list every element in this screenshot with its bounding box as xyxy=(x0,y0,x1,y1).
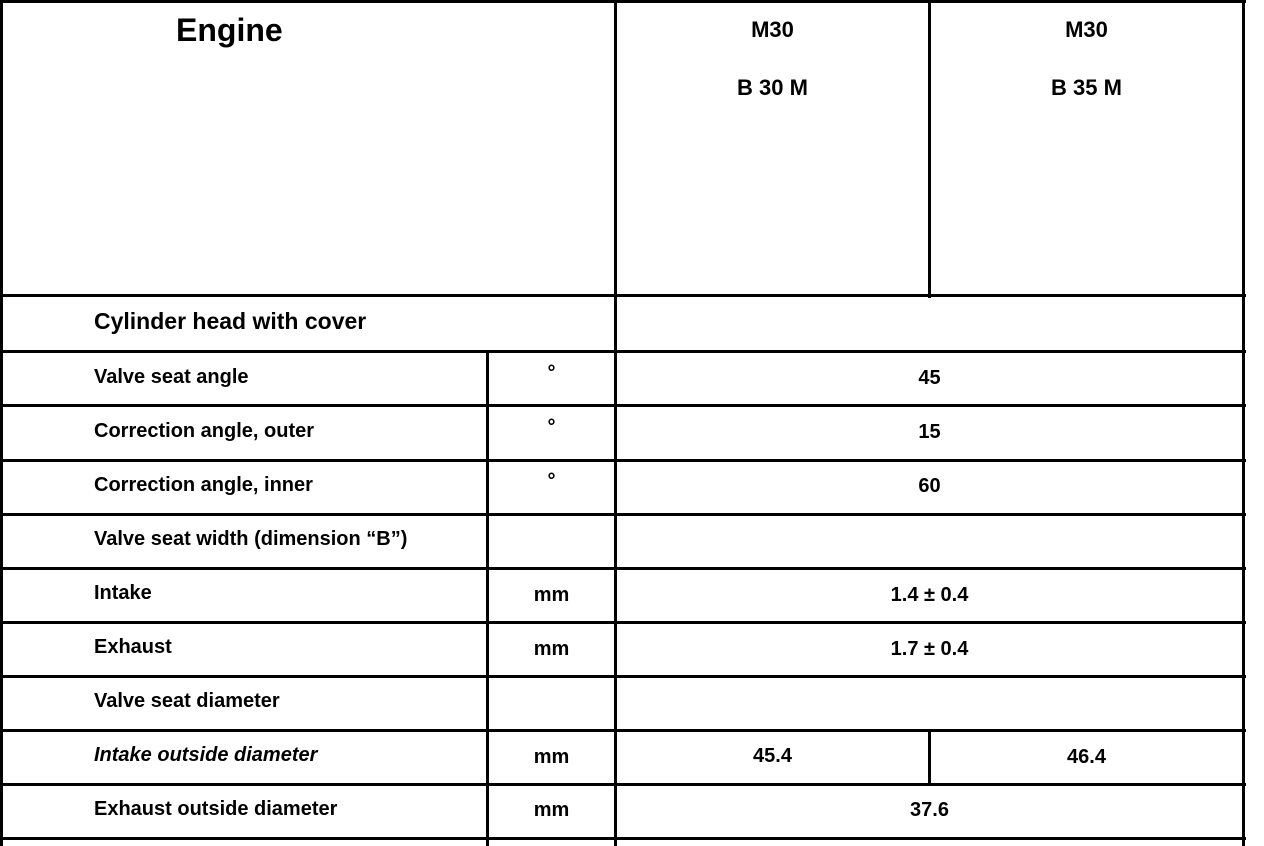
row-label: Valve seat width (dimension “B”) xyxy=(94,528,408,550)
line-row-8 xyxy=(0,783,1246,786)
line-row-9 xyxy=(0,837,1246,840)
row-label: Intake xyxy=(94,582,152,604)
model-b35-designation: B 35 M xyxy=(1051,75,1122,100)
line-row-3 xyxy=(0,513,1246,516)
row-value: 45 xyxy=(918,367,941,389)
row-label: Correction angle, outer xyxy=(94,420,315,442)
row-value: 1.4 ± 0.4 xyxy=(890,584,969,606)
line-section-bottom xyxy=(0,350,1246,353)
row-unit: mm xyxy=(533,746,570,768)
line-row-7 xyxy=(0,729,1246,732)
row-value: 60 xyxy=(918,475,941,497)
row-label: Exhaust xyxy=(94,636,172,658)
row-unit: ° xyxy=(547,470,556,492)
border-top xyxy=(0,0,1246,3)
row-label: Correction angle, inner xyxy=(94,474,313,496)
divider-header-models xyxy=(928,0,931,298)
row-label: Valve seat angle xyxy=(94,366,249,388)
row-label: Exhaust outside diameter xyxy=(94,798,338,820)
row-unit: mm xyxy=(533,638,570,660)
row-label: Valve seat diameter xyxy=(94,690,280,712)
row-unit: mm xyxy=(533,799,570,821)
row-unit: mm xyxy=(533,584,570,606)
line-row-5 xyxy=(0,621,1246,624)
row-unit: ° xyxy=(547,362,556,384)
row-value-b35: 46.4 xyxy=(1067,746,1106,768)
row-value: 1.7 ± 0.4 xyxy=(890,638,969,660)
row-value-b30: 45.4 xyxy=(753,745,792,767)
section-title: Cylinder head with cover xyxy=(94,308,367,334)
model-b35-engine-code: M30 xyxy=(1065,17,1108,42)
line-row-2 xyxy=(0,459,1246,462)
row-unit: ° xyxy=(547,416,556,438)
row-value: 37.6 xyxy=(910,799,949,821)
engine-header-label: Engine xyxy=(176,12,283,48)
row-label: Intake outside diameter xyxy=(94,744,318,766)
border-left xyxy=(0,0,3,846)
line-row-6 xyxy=(0,675,1246,678)
line-row-4 xyxy=(0,567,1246,570)
model-b30-designation: B 30 M xyxy=(737,75,808,100)
row-value: 15 xyxy=(918,421,941,443)
model-b30-engine-code: M30 xyxy=(751,17,794,42)
border-right xyxy=(1242,0,1245,846)
line-header-bottom xyxy=(0,294,1246,297)
line-row-1 xyxy=(0,404,1246,407)
